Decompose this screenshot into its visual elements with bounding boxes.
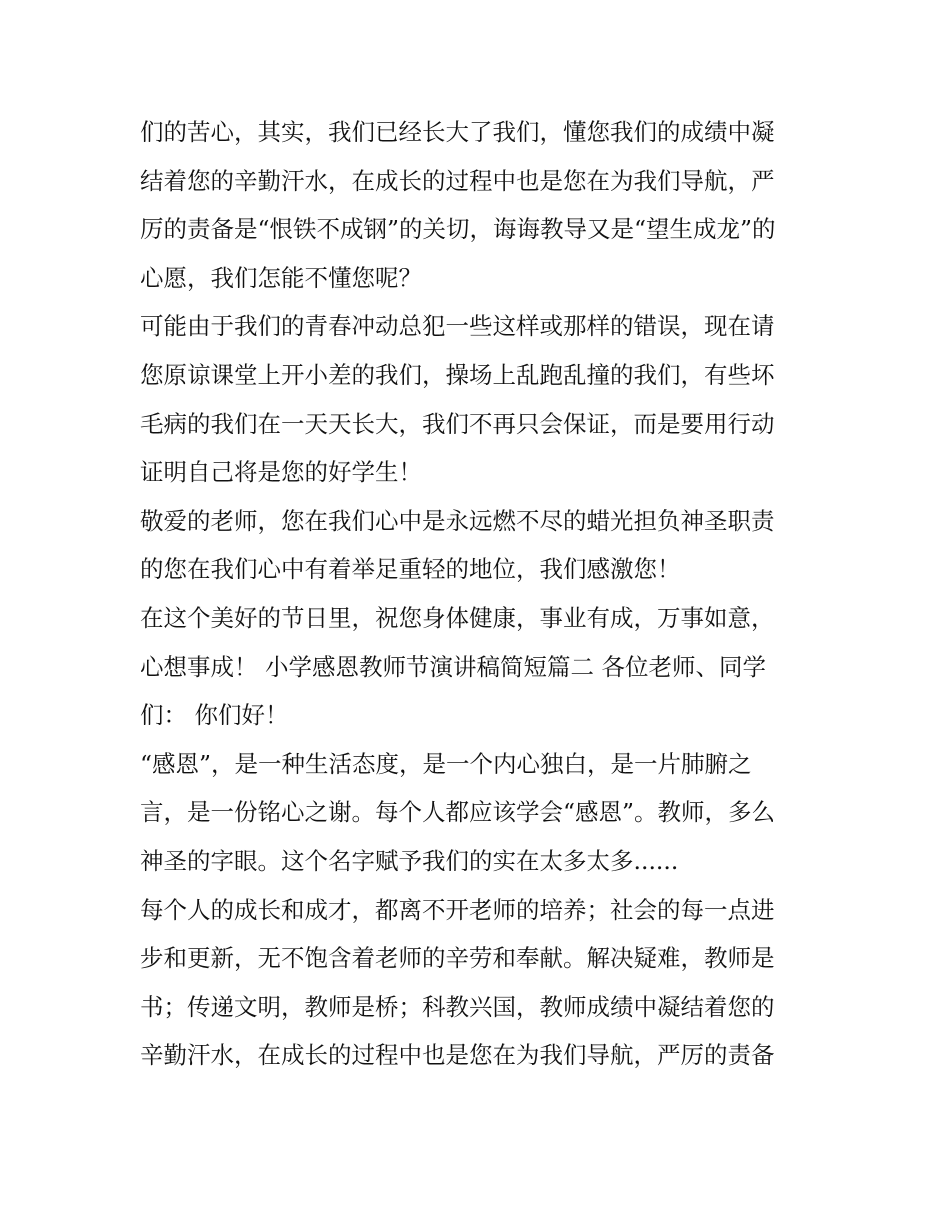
text-line: 可能由于我们的青春冲动总犯一些这样或那样的错误，现在请 bbox=[140, 312, 775, 341]
text-line: “感恩”，是一种生活态度，是一个内心独白，是一片肺腑之 bbox=[140, 749, 752, 778]
text-line: 心想事成！ 小学感恩教师节演讲稿简短篇二 各位老师、同学 bbox=[140, 652, 766, 681]
text-line: 在这个美好的节日里，祝您身体健康，事业有成，万事如意， bbox=[140, 603, 775, 632]
text-line: 书；传递文明，教师是桥；科教兴国，教师成绩中凝结着您的 bbox=[140, 992, 775, 1021]
text-line: 辛勤汗水，在成长的过程中也是您在为我们导航，严厉的责备 bbox=[140, 1041, 775, 1070]
text-line: 心愿，我们怎能不懂您呢？ bbox=[140, 263, 422, 292]
text-line: 毛病的我们在一天天长大，我们不再只会保证，而是要用行动 bbox=[140, 409, 775, 438]
text-line: 厉的责备是“恨铁不成钢”的关切，诲诲教导又是“望生成龙”的 bbox=[140, 215, 776, 244]
text-line: 每个人的成长和成才，都离不开老师的培养；社会的每一点进 bbox=[140, 895, 775, 924]
text-line: 言，是一份铭心之谢。每个人都应该学会“感恩”。教师，多么 bbox=[140, 798, 776, 827]
text-line: 神圣的字眼。这个名字赋予我们的实在太多太多...... bbox=[140, 846, 679, 875]
text-line: 们的苦心，其实，我们已经长大了我们，懂您我们的成绩中凝 bbox=[140, 118, 775, 146]
text-line: 结着您的辛勤汗水，在成长的过程中也是您在为我们导航，严 bbox=[140, 166, 775, 195]
text-line: 们： 你们好！ bbox=[140, 701, 289, 730]
text-line: 敬爱的老师，您在我们心中是永远燃不尽的蜡光担负神圣职责 bbox=[140, 506, 775, 535]
text-line: 步和更新，无不饱含着老师的辛劳和奉献。解决疑难，教师是 bbox=[140, 944, 775, 973]
text-line: 您原谅课堂上开小差的我们，操场上乱跑乱撞的我们，有些坏 bbox=[140, 360, 775, 389]
text-line: 的您在我们心中有着举足重轻的地位，我们感激您！ bbox=[140, 555, 681, 584]
body-text bbox=[140, 108, 820, 1080]
text-line: 证明自己将是您的好学生！ bbox=[140, 458, 422, 487]
